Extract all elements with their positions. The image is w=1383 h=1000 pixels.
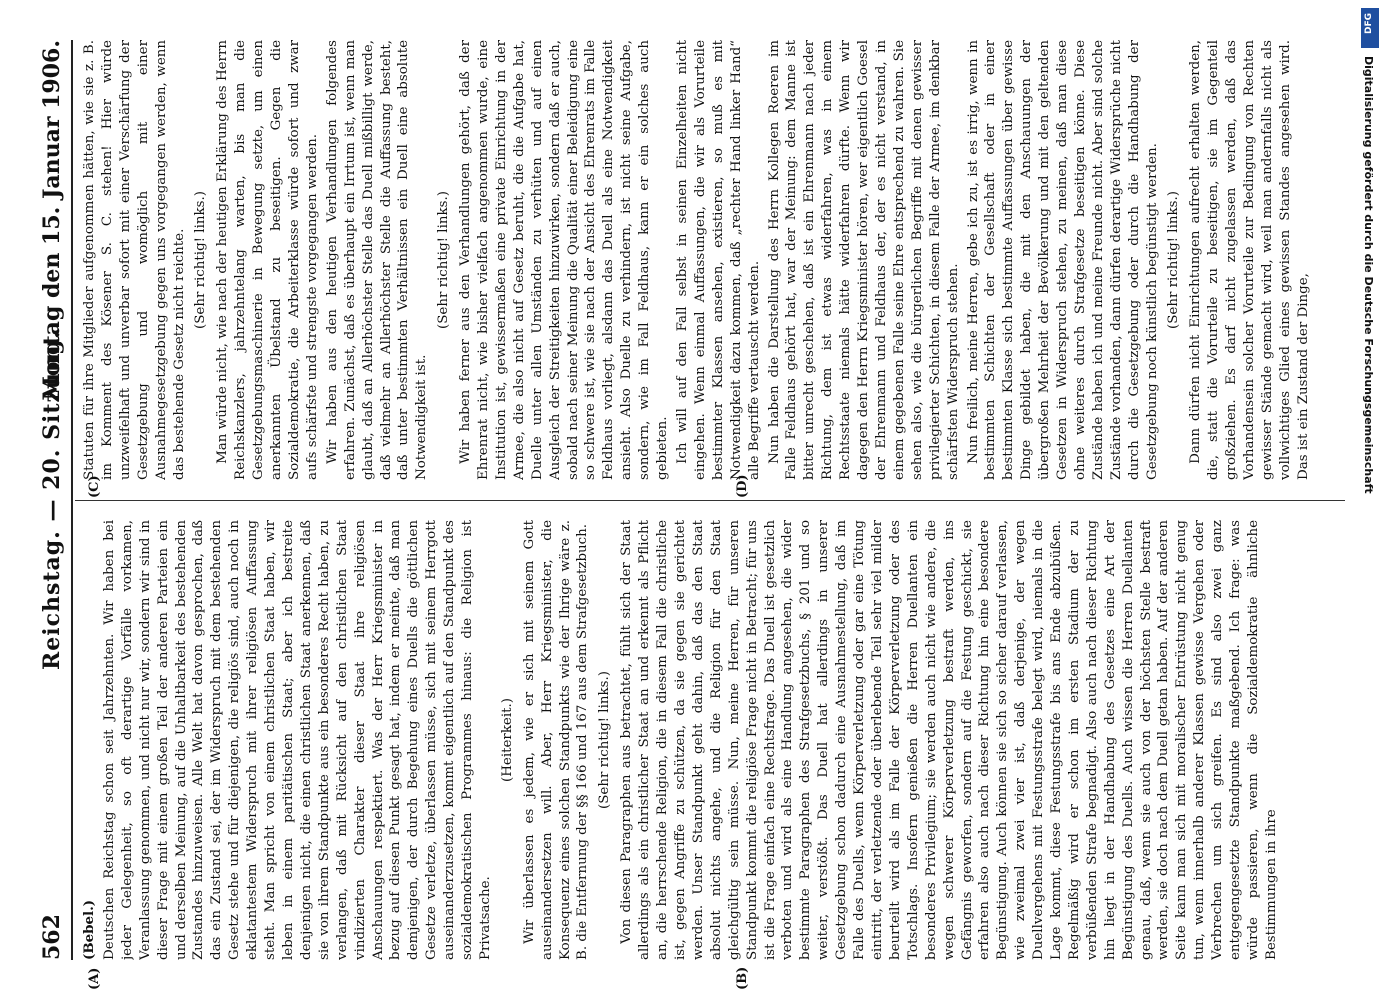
right-column [81,40,1331,480]
speaker-label: (Bebel.) [81,899,97,960]
paragraph: Wir haben aus den heutigen Verhandlungen folgendes erfahren. Zunächst, daß es überhaupt ein Irrtum ist, wenn man glaubt, daß an Allerhöchster Stelle das Duell mißbilligt werde, daß vielmehr an Allerhöchster Stelle die Auffassung besteht, daß unter bestimmten Verhältnissen ein Duell eine absolute Notwendigkeit ist. [324,40,430,480]
paragraph: Dann dürfen nicht Einrichtungen aufrecht erhalten werden, die, statt die Vorurteile zu beseitigen, sie im Gegenteil großziehen. Es darf nicht zugelassen werden, daß das Vorhandensein solcher Vorurteile zur Bedingung von Rechten gewisser Stände gemacht wird, weil man andernfalls nicht als vollwichtiges Glied eines gewissen Standes angesehen wird. Das ist ein Zustand der Dinge, [1188,40,1311,480]
page-header [35,40,73,960]
paragraph: Wir haben ferner aus den Verhandlungen gehört, daß der Ehrenrat nicht, wie bisher vielfach angenommen wurde, eine Institution ist, gewissermaßen eine private Einrichtung in der Armee, die also nicht auf Gesetz beruht, die die Aufgabe hat, Duelle unter allen Umständen zu verhüten und auf einen Ausgleich der Streitigkeiten hinzuwirken, sondern daß er auch, sobald nach seiner Meinung die Qualität einer Beleidigung eine so schwere ist, wie sie nach der Ansicht des Ehrenrats im Falle Feldhaus vorliegt, alsdann das Duell als eine Notwendigkeit ansieht. Also Duelle zu verhindern, ist nicht seine Aufgabe, sondern, wie im Fall Feldhaus, kann er ein solches auch gebieten. [458,40,671,480]
interjection: (Sehr richtig! links.) [1166,191,1182,329]
interjection: (Sehr richtig! links.) [597,671,613,809]
interjection: (Sehr richtig! links.) [436,191,452,329]
digitization-stamp [1361,8,1379,992]
paragraph: Deutschen Reichstag schon seit Jahrzehnten. Wir haben bei jeder Gelegenheit, so oft derartige Vorfälle vorkamen, Veranlassung genommen, und nicht nur wir, sondern wir sind in dieser Frage mit einem großen Teil der anderen Parteien ein und derselben Meinung, auf die Unhaltbarkeit des bestehenden Zustandes hinzuweisen. Alle Welt hat davon gesprochen, daß das ein Zustand sei, der im Widerspruch mit dem bestehenden Gesetz stehe und für diejenigen, die religiös sind, auch noch in eklatantestem Widerspruch mit ihrer religiösen Auffassung steht. Man spricht von einem christlichen Staat haben, wir leben in einem paritätischen Staat; aber ich bestreite denjenigen nicht, die einen christlichen Staat anerkennen, daß sie von ihrem Standpunkte aus ein besonderes Recht haben, zu verlangen, daß mit Rücksicht auf den christlichen Staat vindizierten Charakter dieser Staat ihre religiösen Anschauungen respektiert. Was der Herr Kriegsminister in bezug auf diesen Punkt gesagt hat, indem er meinte, daß man demjenigen, der durch Begehung eines Duells die göttlichen Gesetze verletze, überlassen müsse, sich mit seinem Herrgott auseinanderzusetzen, kommt eigentlich auf den Standpunkt des sozialdemokratischen Programmes hinaus: die Religion ist Privatsache. [101,520,493,960]
page-title: Reichstag. — 20. Sitzung. [39,329,65,671]
margin-marker-c: (C) [87,475,102,498]
left-column [81,520,1331,960]
paragraph: Statuten für ihre Mitglieder aufgenommen hätten, wie sie z. B. im Komment des Kösener S. C. stehen! Hier würde unzweifelhaft und unverbar sofort mit einer Verschärfung der Gesetzgebung und womöglich mit einer Ausnahmegesetzgebung gegen uns vorgegangen werden, wenn das bestehende Gesetz nicht reichte. [82,40,187,480]
dfg-logo: DFG [1361,8,1379,48]
page-number: 562 [39,914,65,960]
margin-marker-a: (A) [87,967,102,990]
margin-marker-b: (B) [735,966,750,990]
margin-marker-d: (D) [735,474,750,498]
paragraph: Nun haben die Darstellung des Herrn Kollegen Roeren im Falle Feldhaus gehört hat, war der Meinung: dem Manne ist bitter unrecht geschehen, daß ist ein Ehrenmann nach jeder Richtung, dem ist etwas widerfahren, was in einem Rechtsstaate niemals hätte widerfahren dürfte. Wenn wir dagegen den Herrn Kriegsminister hören, wer eigentlich Goesel der Ehrenmann und Feldhaus der, der es nicht verstand, in einem gegebenen Falle seine Ehre entsprechend zu wahren. Sie sehen also, wie die bürgerlichen Begriffe mit denen gewisser privilegierter Schichten, in diesem Falle der Armee, im denkbar schärfsten Widerspruch stehen. [766,40,961,480]
paragraph: Nun freilich, meine Herren, gebe ich zu, ist es irrig, wenn in bestimmten Schichten der Gesellschaft oder in einer bestimmten Klasse sich bestimmte Auffassungen über gewisse Dinge gebildet haben, die mit den Anschauungen der übergroßen Mehrheit der Bevölkerung und mit den geltenden Gesetzen in Widerspruch stehen, zu meinen, daß man diese ohne weiteres durch Strafgesetze beseitigen könne. Diese Zustände haben ich und meine Freunde nicht. Aber sind solche Zustände vorhanden, dann dürfen derartige Widersprüche nicht durch die Gesetzgebung oder durch die Handhabung der Gesetzgebung noch künstlich begünstigt werden. [965,40,1160,480]
paragraph: Wir überlassen es jedem, wie er sich mit seinem Gott auseinandersetzen will. Aber, Herr Kriegsminister, die Konsequenz eines solchen Standpunkts wie der Ihrige wäre z. B. die Entfernung der §§ 166 und 167 aus dem Strafgesetzbuch. [521,520,591,960]
paragraph: Von diesen Paragraphen aus betrachtet, fühlt sich der Staat allerdings als ein christlicher Staat an und erkennt als Pflicht an, die herrschende Religion, die in diesem Fall die christliche ist, gegen Angriffe zu schützen, da sie gegen sie gerichtet werden. Unser Standpunkt geht dahin, daß das den Staat absolut nichts angehe, und die Religion für den Staat gleichgültig sein müsse. Nun, meine Herren, für unseren Standpunkt kommt die religiöse Frage nicht in Betracht; für uns ist die Frage einfach eine Rechtsfrage. Das Duell ist gesetzlich verboten und wird als eine Handlung angesehen, die wider bestimmte Paragraphen des Strafgesetzbuchs, § 201 und so weiter, verstößt. Das Duell hat allerdings in unserer Gesetzgebung schon dadurch eine Ausnahmestellung, daß im Falle des Duells, wenn Körperverletzung oder gar eine Tötung eintritt, der verletzende oder überlebende Teil sehr viel milder beurteilt wird als im Falle der Körperverletzung oder des Totschlags. Insofern genießen die Herren Duellanten ein besonderes Privilegium; sie werden auch nicht wie andere, die wegen schwerer Körperverletzung bestraft werden, ins Gefängnis geworfen, sondern auf die Festung geschickt, sie erfahren also auch nach dieser Richtung hin eine besondere Begünstigung. Auch können sie sich so sicher darauf verlassen, wie zweimal zwei vier ist, daß derjenige, der wegen Duellvergehens mit Festungsstrafe belegt wird, niemals in die Lage kommt, diese Festungsstrafe bis ans Ende abzubüßen. Regelmäßig wird er schon im ersten Stadium der zu verbüßenden Strafe begnadigt. Also auch nach dieser Richtung hin liegt in der Handhabung des Gesetzes eine Art der Begünstigung des Duells. Auch wissen die Herren Duellanten genau, daß, wenn sie auch von der höchsten Stelle bestraft werden, sie doch nach dem Duell getan haben. Auf der anderen Seite kann man sich mit moralischer Entrüstung nicht genug tun, wenn innerhalb anderer Klassen gewisse Vergehen oder Verbrechen um sich greifen. Es sind also zwei ganz entgegengesetzte Standpunkte maßgebend. Ich frage: was würde passieren, wenn die Sozialdemokratie ähnliche Bestimmungen in ihre [619,520,1279,960]
column-divider [75,500,1345,501]
rotated-page-content [35,0,1355,990]
paragraph: Ich will auf den Fall selbst in seinen Einzelheiten nicht eingehen. Wenn einmal Auffassungen, die wir als Vorurteile bestimmter Klassen ansehen, existieren, so muß es mit Notwendigkeit dazu kommen, daß „rechter Hand linker Hand“ alle Begriffe vertauscht werden. [675,40,762,480]
stamp-text: Digitalisierung gefördert durch die Deutsche Forschungsgemeinschaft [1362,56,1375,494]
paragraph: Man würde nicht, wie nach der heutigen Erklärung des Herrn Reichskanzlers, jahrzehntelang warten, bis man die Gesetzgebungsmaschinerie in Bewegung setzte, um einen anerkannten Übelstand zu beseitigen. Gegen die Sozialdemokratie, die Arbeiterklasse würde sofort und zwar aufs schärfste und strengste vorgegangen werden. [215,40,320,480]
interjection: (Sehr richtig! links.) [193,191,209,329]
page-date: Montag den 15. Januar 1906. [39,40,65,401]
interjection: (Heiterkeit.) [499,698,515,782]
